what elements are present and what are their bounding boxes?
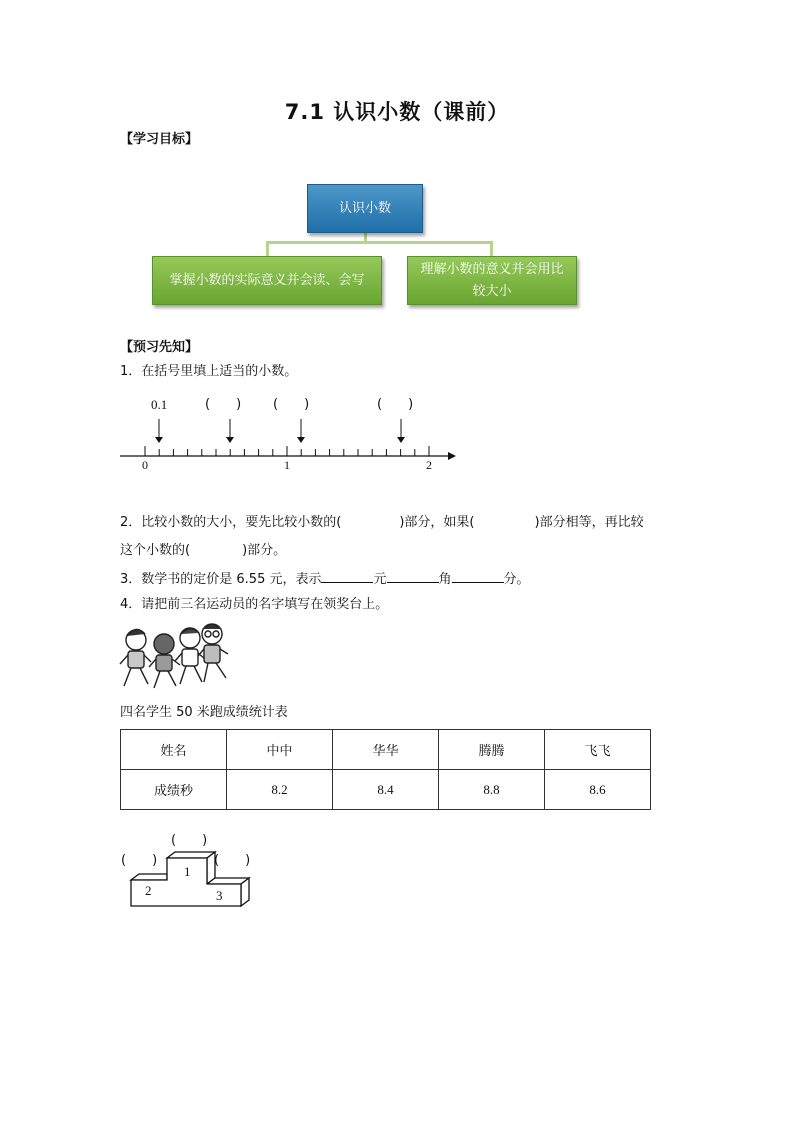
diagram-right-node — [407, 256, 577, 305]
question-2-line1 — [120, 513, 644, 533]
diagram-connector-right — [490, 241, 493, 257]
page-title: 7.1 认识小数（课前） — [284, 100, 510, 124]
question-3-part1: 3．数学书的定价是 6.55 元，表示 — [120, 572, 322, 587]
pointer-arrowhead-3 — [297, 437, 305, 443]
section-goals-heading: 【学习目标】 — [120, 132, 199, 147]
podium-first-label: 1 — [184, 864, 191, 879]
unit-jiao: 角 — [438, 572, 452, 587]
blank-yuan — [321, 568, 373, 583]
diagram-left-label: 掌握小数的实际意义并会读、会写 — [169, 272, 365, 288]
diagram-connector-left — [266, 241, 269, 257]
question-3-text — [120, 568, 530, 590]
number-line-ticks — [120, 419, 456, 460]
given-value-label: 0.1 — [151, 397, 168, 412]
unit-yuan: 元 — [373, 572, 387, 587]
table-header-cell: 腾腾 — [439, 730, 545, 770]
table-cell: 8.6 — [545, 770, 651, 810]
tick-label-2: 2 — [426, 458, 432, 472]
tick-label-0: 0 — [142, 458, 148, 472]
number-line-arrowhead — [448, 452, 456, 460]
diagram-right-label-line1: 理解小数的意义并会用比 — [420, 261, 564, 277]
question-2-line2 — [120, 541, 286, 561]
question-1-text: 1．在括号里填上适当的小数。 — [120, 364, 298, 379]
table-cell: 8.4 — [333, 770, 439, 810]
scores-table — [120, 729, 651, 810]
podium-first-paren: ( ) — [171, 833, 208, 848]
podium-third-label: 3 — [216, 888, 223, 903]
answer-paren-1: ( ) — [205, 397, 242, 412]
diagram-root-node — [307, 184, 423, 233]
question-2-part1: 2．比较小数的大小，要先比较小数的( — [120, 515, 342, 530]
pointer-arrowhead-2 — [226, 437, 234, 443]
section-preview-heading: 【预习先知】 — [120, 340, 199, 355]
pointer-arrowhead-1 — [155, 437, 163, 443]
tick-label-1: 1 — [284, 458, 290, 472]
question-2-part4: 这个小数的( — [120, 543, 191, 558]
runners-illustration — [118, 622, 234, 694]
podium-second-label: 2 — [145, 883, 152, 898]
number-line — [110, 405, 470, 475]
table-header-cell: 飞飞 — [545, 730, 651, 770]
table-header-row — [121, 730, 651, 770]
diagram-right-label-line2: 较大小 — [472, 283, 512, 299]
answer-paren-3: ( ) — [377, 397, 414, 412]
podium-third-paren: ( ) — [214, 853, 251, 868]
table-cell: 成绩秒 — [121, 770, 227, 810]
question-2-part5: )部分。 — [242, 543, 287, 558]
blank-fen — [452, 568, 504, 583]
table-header-cell: 华华 — [333, 730, 439, 770]
question-2-part2: )部分，如果( — [399, 515, 475, 530]
table-header-cell: 中中 — [227, 730, 333, 770]
podium-second-paren: ( ) — [121, 853, 158, 868]
unit-fen: 分。 — [503, 572, 530, 587]
answer-paren-2: ( ) — [273, 397, 310, 412]
table-header-cell: 姓名 — [121, 730, 227, 770]
question-4-text: 4．请把前三名运动员的名字填写在领奖台上。 — [120, 597, 389, 612]
diagram-left-node — [152, 256, 382, 305]
blank-jiao — [387, 568, 439, 583]
diagram-connector-bar — [266, 241, 492, 244]
table-caption: 四名学生 50 米跑成绩统计表 — [120, 705, 288, 720]
table-cell: 8.2 — [227, 770, 333, 810]
pointer-arrowhead-4 — [397, 437, 405, 443]
question-2-part3: )部分相等，再比较 — [534, 515, 644, 530]
table-cell: 8.8 — [439, 770, 545, 810]
table-row — [121, 770, 651, 810]
diagram-root-label: 认识小数 — [338, 200, 391, 216]
